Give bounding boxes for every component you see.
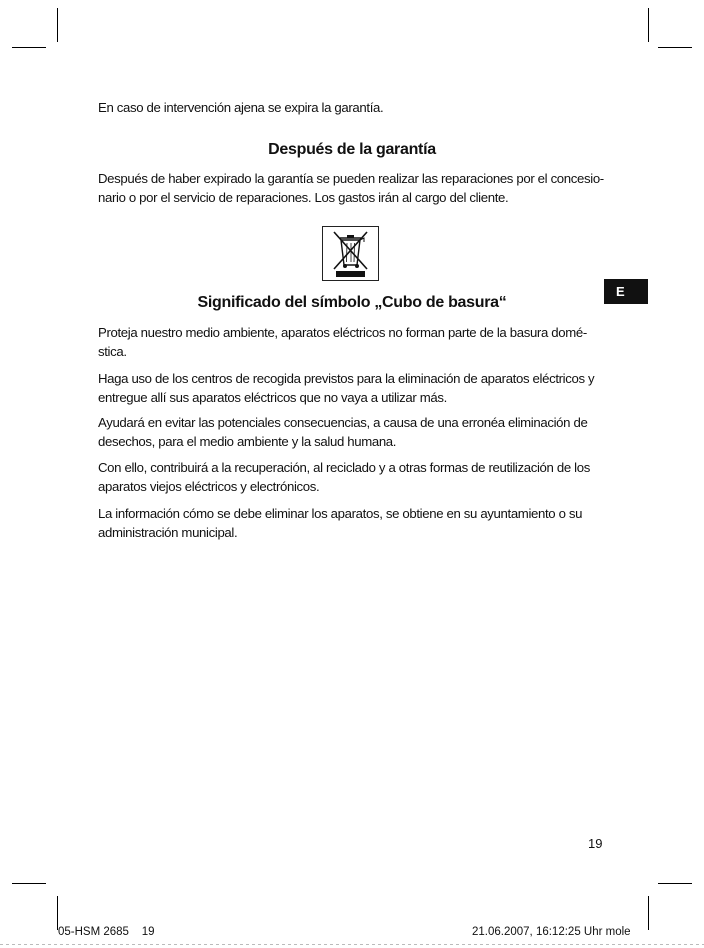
paragraph: Proteja nuestro medio ambiente, aparatos eléctricos no forman parte de la basura domé-stica. xyxy=(98,325,587,359)
intro-text: En caso de intervención ajena se expira la garantía. xyxy=(98,100,384,115)
crop-mark xyxy=(648,8,649,42)
heading-symbol: Significado del símbolo „Cubo de basura“ xyxy=(197,294,507,311)
paragraph: Haga uso de los centros de recogida previstos para la eliminación de aparatos eléctricos y entregue allí sus aparatos eléctricos que no vaya a utilizar más. xyxy=(98,371,595,405)
section-tab: E xyxy=(604,279,648,304)
crop-mark xyxy=(648,896,649,930)
heading-warranty: Después de la garantía xyxy=(268,141,436,158)
crop-mark xyxy=(658,883,692,884)
footer-left: 05-HSM 2685 19 xyxy=(58,926,155,938)
crossed-out-wheelie-bin-icon xyxy=(322,226,379,281)
footer-right: 21.06.2007, 16:12:25 Uhr mole xyxy=(472,926,631,938)
crop-mark xyxy=(658,47,692,48)
paragraph: La información cómo se debe eliminar los aparatos, se obtiene en su ayuntamiento o su administración municipal. xyxy=(98,506,583,540)
warranty-text: Después de haber expirado la garantía se pueden realizar las reparaciones por el concesio-nario o por el servicio de reparaciones. Los gastos irán al cargo del cliente. xyxy=(98,171,604,205)
crop-mark xyxy=(12,883,46,884)
crop-mark xyxy=(12,47,46,48)
crop-mark xyxy=(57,8,58,42)
paragraph: Ayudará en evitar las potenciales consecuencias, a causa de una erronéa eliminación de desechos, para el medio ambiente y la salud humana. xyxy=(98,415,588,449)
page-number: 19 xyxy=(588,836,603,851)
paragraph: Con ello, contribuirá a la recuperación, al reciclado y a otras formas de reutilización de los aparatos viejos eléctricos y electrónicos. xyxy=(98,460,590,494)
crop-mark xyxy=(57,896,58,930)
slug-line xyxy=(0,944,704,945)
